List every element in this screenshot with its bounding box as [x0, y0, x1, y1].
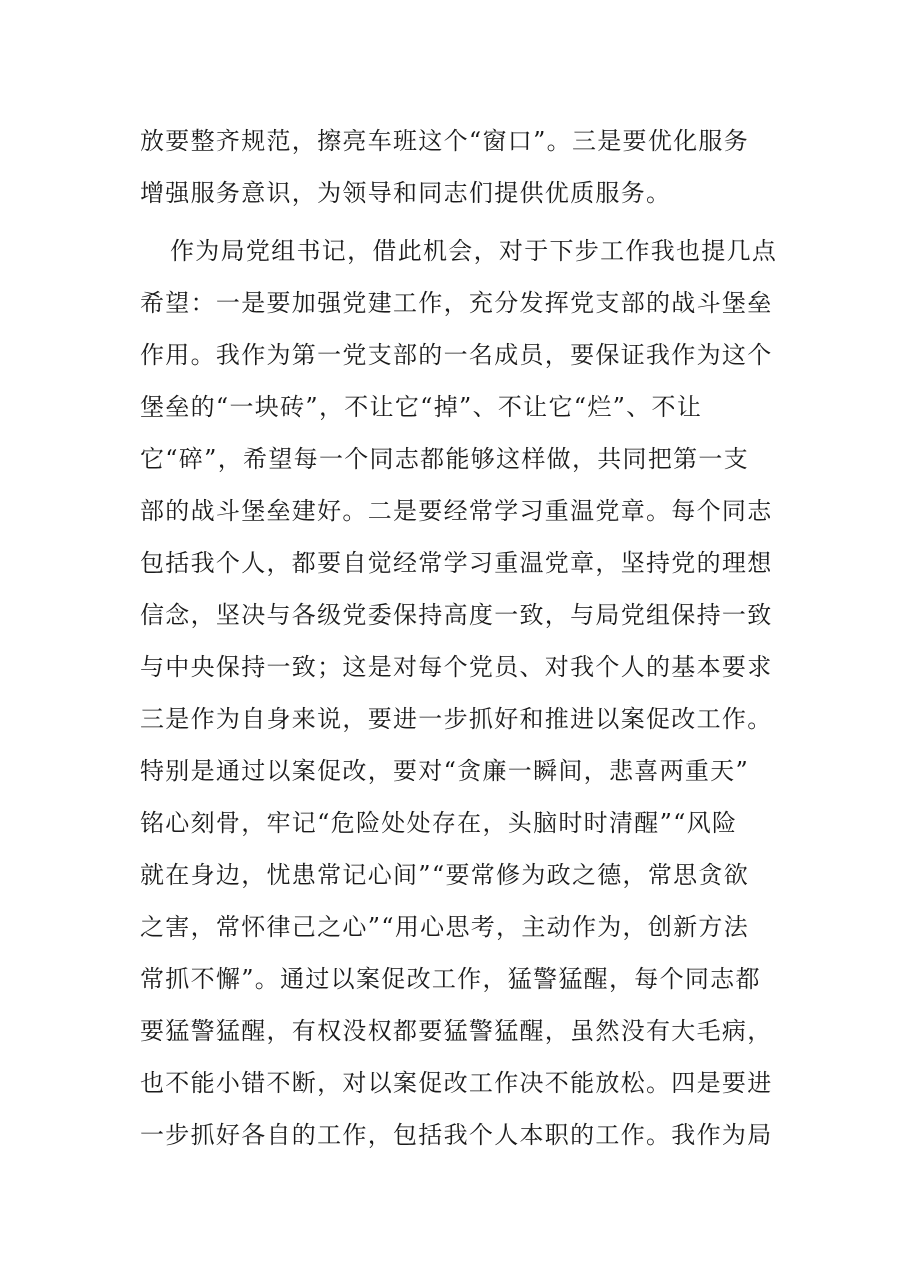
paragraph-2-line-14: 之害，常怀律己之心”“用心思考，主动作为，创新方法	[140, 913, 750, 941]
paragraph-2-line-2: 希望：一是要加强党建工作，充分发挥党支部的战斗堡垒	[140, 289, 773, 317]
paragraph-2-line-11: 特别是通过以案促改，要对“贪廉一瞬间，悲喜两重天”	[140, 757, 750, 785]
paragraph-2-line-16: 要猛警猛醒，有权没权都要猛警猛醒，虽然没有大毛病，	[140, 1017, 773, 1045]
paragraph-2-line-6: 部的战斗堡垒建好。二是要经常学习重温党章。每个同志	[140, 497, 773, 525]
paragraph-2-line-12: 铭心刻骨，牢记“危险处处存在，头脑时时清醒”“风险	[140, 809, 738, 837]
paragraph-2-line-9: 与中央保持一致；这是对每个党员、对我个人的基本要求	[140, 653, 773, 681]
paragraph-2-line-10: 三是作为自身来说，要进一步抓好和推进以案促改工作。	[140, 705, 773, 733]
paragraph-2-line-15: 常抓不懈”。通过以案促改工作，猛警猛醒，每个同志都	[140, 965, 761, 993]
paragraph-2-line-7: 包括我个人，都要自觉经常学习重温党章，坚持党的理想	[140, 549, 773, 577]
paragraph-2-line-4: 堡垒的“一块砖”，不让它“掉”、不让它“烂”、不让	[140, 393, 703, 421]
paragraph-2-line-3: 作用。我作为第一党支部的一名成员，要保证我作为这个	[140, 341, 773, 369]
paragraph-2-line-8: 信念，坚决与各级党委保持高度一致，与局党组保持一致	[140, 601, 773, 629]
paragraph-2-line-18: 一步抓好各自的工作，包括我个人本职的工作。我作为局	[140, 1121, 773, 1149]
paragraph-2-line-1: 作为局党组书记，借此机会，对于下步工作我也提几点	[170, 237, 778, 265]
paragraph-2-line-17: 也不能小错不断，对以案促改工作决不能放松。四是要进	[140, 1069, 773, 1097]
paragraph-1-line-1: 放要整齐规范，擦亮车班这个“窗口”。三是要优化服务	[140, 127, 750, 155]
paragraph-1-line-2: 增强服务意识，为领导和同志们提供优质服务。	[140, 179, 672, 207]
paragraph-2-line-13: 就在身边，忧患常记心间”“要常修为政之德，常思贪欲	[140, 861, 750, 889]
paragraph-2-line-5: 它“碎”，希望每一个同志都能够这样做，共同把第一支	[140, 445, 750, 473]
